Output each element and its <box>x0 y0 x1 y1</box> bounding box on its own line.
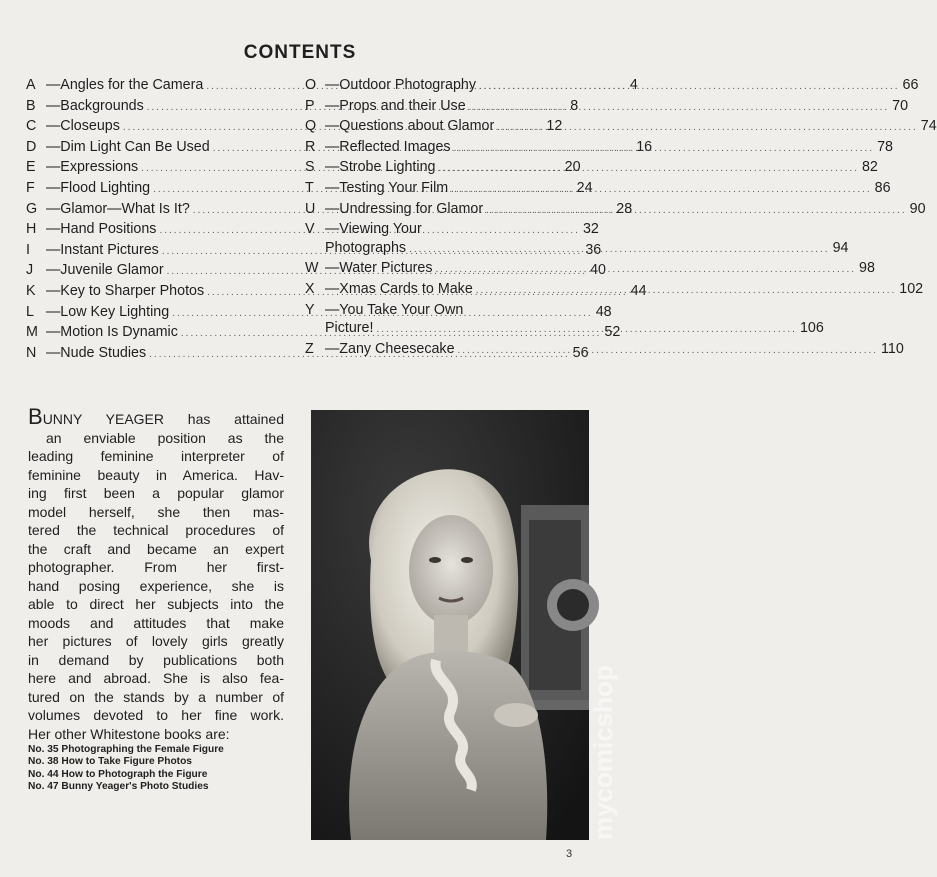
toc-letter: W <box>305 260 319 277</box>
toc-page-number: 102 <box>899 280 924 297</box>
toc-page-number: 12 <box>546 118 563 135</box>
toc-line <box>325 117 937 138</box>
other-books-list <box>28 744 288 794</box>
toc-line <box>325 220 848 239</box>
toc-line <box>325 301 824 320</box>
bio-line: her pictures of lovely girls greatly <box>28 633 284 649</box>
toc-letter: I <box>26 241 30 258</box>
toc-page-number: 40 <box>590 262 606 279</box>
page-title: CONTENTS <box>243 42 357 63</box>
toc-letter: N <box>26 344 37 361</box>
toc-entry <box>305 117 937 138</box>
bio-line: ing first been a popular glamor <box>28 485 284 501</box>
toc-entry-body <box>325 301 824 340</box>
toc-line <box>325 259 875 280</box>
toc-title: Picture! <box>325 320 374 337</box>
bio-line: tered the technical procedures of <box>28 522 284 538</box>
toc-leader-dots <box>486 202 907 221</box>
toc-leader-dots <box>458 342 879 361</box>
toc-entry-body <box>325 117 937 138</box>
book-item: No. 38 How to Take Figure Photos <box>28 756 192 768</box>
toc-letter: G <box>26 200 38 217</box>
toc-leader-dots <box>497 119 918 138</box>
toc-letter: J <box>26 262 34 279</box>
toc-title: —Nude Studies <box>46 344 147 361</box>
toc-letter: P <box>305 97 315 114</box>
toc-entry-body <box>325 200 926 221</box>
toc-page-number: 8 <box>570 97 579 114</box>
toc-title: —Viewing Your <box>325 221 422 238</box>
toc-title: —Outdoor Photography <box>325 77 477 93</box>
toc-title: —Glamor—What Is It? <box>46 200 190 217</box>
toc-title: —Backgrounds <box>46 97 144 114</box>
toc-page-number: 98 <box>859 260 875 277</box>
bio-line: volumes devoted to her fine work. <box>28 707 284 723</box>
toc-leader-dots <box>469 99 890 118</box>
toc-title: —Key to Sharper Photos <box>46 282 205 299</box>
toc-entry-body <box>325 220 848 259</box>
bio-line: able to direct her subjects into the <box>28 596 284 612</box>
toc-title: —Strobe Lighting <box>325 159 436 176</box>
bio-line: in demand by publications both <box>28 651 284 668</box>
toc-letter: Q <box>305 118 317 135</box>
bio-line: leading feminine interpreter of <box>28 448 284 464</box>
toc-entry-body <box>325 340 904 361</box>
bio-line: Her other Whitestone books are: <box>28 725 230 742</box>
toc-leader-dots <box>454 140 875 159</box>
toc-title: —Dim Light Can Be Used <box>46 138 210 155</box>
bio-line: hand posing experience, she is <box>28 577 284 594</box>
bio-line: model herself, she then mas- <box>28 503 284 520</box>
book-item: No. 35 Photographing the Female Figure <box>28 744 224 755</box>
toc-line <box>325 76 918 97</box>
watermark-text: mycomicshop <box>588 665 618 840</box>
toc-title: —Props and their Use <box>325 97 466 114</box>
toc-line <box>325 138 893 159</box>
bio-line: feminine beauty in America. Hav- <box>28 466 284 483</box>
toc-entry-body <box>325 259 875 280</box>
toc-page-number: 78 <box>877 138 893 155</box>
toc-letter: C <box>26 118 37 135</box>
toc-title: —Reflected Images <box>325 138 451 155</box>
toc-page-number: 20 <box>564 159 581 176</box>
toc-letter: Z <box>305 340 314 357</box>
toc-page-number: 24 <box>576 179 593 196</box>
book-item: No. 44 How to Photograph the Figure <box>28 768 208 780</box>
toc-leader-dots <box>476 282 897 301</box>
toc-page-number: 28 <box>616 200 633 217</box>
bio-first-line <box>28 404 284 429</box>
toc-line <box>325 280 923 301</box>
toc-title: —Low Key Lighting <box>46 303 170 320</box>
toc-entry-body <box>325 179 891 200</box>
toc-title: Photographs <box>325 239 407 256</box>
portrait-photo-illustration <box>311 410 589 840</box>
toc-line <box>325 319 824 340</box>
toc-title: —Closeups <box>46 118 120 135</box>
toc-page-number: 106 <box>799 320 824 337</box>
toc-page-number: 32 <box>582 221 599 238</box>
toc-title: —Instant Pictures <box>46 241 159 258</box>
bio-line: here and abroad. She is also fea- <box>28 670 284 686</box>
toc-entry-body <box>325 97 908 118</box>
toc-letter: M <box>26 324 38 341</box>
toc-page-number: 44 <box>630 282 647 299</box>
toc-page-number: 48 <box>595 303 612 320</box>
toc-line <box>325 200 926 221</box>
toc-letter: L <box>26 303 34 320</box>
toc-letter: R <box>305 138 316 155</box>
toc-title: —You Take Your Own <box>325 301 464 318</box>
toc-letter: F <box>26 179 35 196</box>
toc-title: —Zany Cheesecake <box>325 340 455 357</box>
toc-title: —Xmas Cards to Make <box>325 280 473 297</box>
toc-leader-dots <box>436 261 857 280</box>
toc-line <box>325 239 848 260</box>
toc-leader-dots <box>376 321 797 340</box>
toc-page-number: 94 <box>832 239 849 256</box>
toc-leader-dots <box>438 160 859 179</box>
toc-letter: U <box>305 200 316 217</box>
toc-line <box>325 97 908 118</box>
toc-entry-body <box>325 138 893 159</box>
toc-letter: A <box>26 77 36 93</box>
toc-entry-body <box>325 76 918 97</box>
toc-page-number: 110 <box>881 340 904 357</box>
toc-title: —Testing Your Film <box>325 179 449 196</box>
toc-page-number: 52 <box>604 324 621 341</box>
toc-entry <box>305 76 919 97</box>
toc-letter: O <box>305 77 317 93</box>
bio-line: tured on the stands by a number of <box>28 688 284 705</box>
toc-leader-dots <box>451 181 872 200</box>
toc-letter: B <box>26 97 36 114</box>
bio-line: the craft and became an expert <box>28 540 284 557</box>
bio-first-line-text: UNNY YEAGER has attained <box>42 411 284 427</box>
toc-page-number: 74 <box>920 118 937 135</box>
toc-entry-body <box>325 158 878 179</box>
toc-letter: X <box>305 280 315 297</box>
bio-line: photographer. From her first- <box>28 559 284 575</box>
toc-page-number: 82 <box>861 159 878 176</box>
toc-title: —Angles for the Camera <box>46 77 204 93</box>
toc-title: —Juvenile Glamor <box>46 262 164 279</box>
bio-dropcap: B <box>28 404 43 429</box>
toc-entry <box>305 97 909 118</box>
toc-line <box>325 158 878 179</box>
toc-page-number: 70 <box>892 97 909 114</box>
toc-letter: Y <box>305 301 315 318</box>
toc-title: —Questions about Glamor <box>325 118 495 135</box>
toc-page-number: 86 <box>874 179 891 196</box>
toc-title: —Motion Is Dynamic <box>46 324 178 341</box>
toc-page-number: 4 <box>629 77 638 93</box>
toc-page-number: 36 <box>585 241 602 258</box>
toc-title: —Expressions <box>46 159 139 176</box>
toc-page-number: 16 <box>636 138 653 155</box>
author-bio <box>28 404 284 743</box>
toc-page-number: 90 <box>909 200 926 217</box>
toc-leader-dots <box>409 241 830 260</box>
page-number: 3 <box>566 848 573 860</box>
bio-line: moods and attitudes that make <box>28 614 284 631</box>
toc-letter: S <box>305 159 315 176</box>
toc-letter: H <box>26 221 37 238</box>
toc-letter: T <box>305 179 314 196</box>
toc-title: —Flood Lighting <box>46 179 151 196</box>
toc-title: —Undressing for Glamor <box>325 200 484 217</box>
toc-entry-body <box>325 280 923 301</box>
toc-page-number: 56 <box>572 344 589 361</box>
toc-letter: E <box>26 159 36 176</box>
toc-letter: V <box>305 221 315 238</box>
toc-letter: D <box>26 138 37 155</box>
toc-letter: K <box>26 282 36 299</box>
toc-title: —Hand Positions <box>46 221 157 238</box>
toc-line <box>325 340 904 361</box>
toc-leader-dots <box>479 78 900 97</box>
toc-line <box>325 179 891 200</box>
book-item: No. 47 Bunny Yeager's Photo Studies <box>28 781 209 793</box>
toc-title: —Water Pictures <box>325 260 433 277</box>
author-photo <box>311 410 589 840</box>
toc-page-number: 66 <box>902 77 919 93</box>
bio-line: an enviable position as the <box>46 429 284 446</box>
